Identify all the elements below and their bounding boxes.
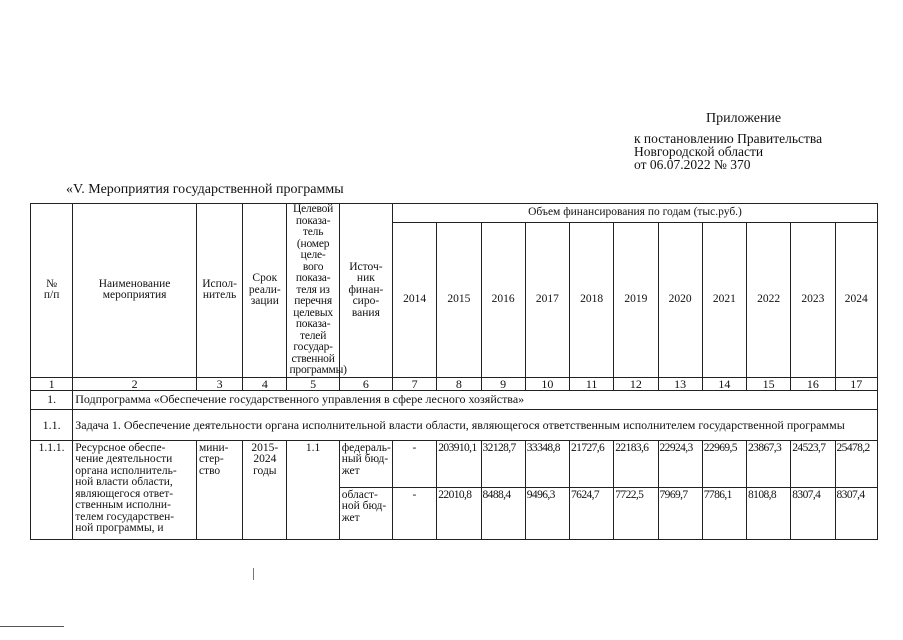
header-line-3: от 06.07.2022 № 370 xyxy=(634,157,751,172)
activity-name: Ресурсное обеспе- чение деятельности органа исполнитель- ной власти области, являющегося ответ- ственным исполни- телем государствен- ной программы, и xyxy=(73,440,197,539)
amount-cell: 8108,8 xyxy=(747,487,791,539)
amount-cell: - xyxy=(393,487,437,539)
amount-cell: 22183,6 xyxy=(614,440,658,487)
column-number: 15 xyxy=(747,377,791,390)
year-header: 2024 xyxy=(835,223,877,378)
year-header: 2018 xyxy=(570,223,614,378)
header-row-1 xyxy=(31,204,878,223)
task-row xyxy=(31,409,878,440)
activity-executor: мини- стер- ство xyxy=(196,440,242,539)
activity-term: 2015- 2024 годы xyxy=(243,440,287,539)
col-header-name: Наименование мероприятия xyxy=(73,204,197,378)
amount-cell: 8488,4 xyxy=(481,487,525,539)
funding-source-federal: федераль- ный бюд- жет xyxy=(339,440,392,487)
amount-cell: 9496,3 xyxy=(525,487,569,539)
year-header: 2014 xyxy=(393,223,437,378)
column-number: 10 xyxy=(525,377,569,390)
amount-cell: 8307,4 xyxy=(791,487,835,539)
column-number: 1 xyxy=(31,377,73,390)
year-header: 2022 xyxy=(747,223,791,378)
amount-cell: 25478,2 xyxy=(835,440,877,487)
resolution-header xyxy=(634,112,822,171)
column-number: 8 xyxy=(437,377,481,390)
year-header: 2020 xyxy=(658,223,702,378)
amount-cell: 7969,7 xyxy=(658,487,702,539)
column-number: 11 xyxy=(570,377,614,390)
task-number: 1.1. xyxy=(31,409,73,440)
amount-cell: 22969,5 xyxy=(702,440,746,487)
column-number: 16 xyxy=(791,377,835,390)
year-header: 2019 xyxy=(614,223,658,378)
col-header-target-indicator: Целевой показа- тель (номер целе- вого показа- теля из перечня целевых показа- телей государ- ственной программы) xyxy=(287,204,339,378)
header-line-1: к постановлению Правительства xyxy=(634,131,823,146)
column-number: 14 xyxy=(702,377,746,390)
subprogram-row xyxy=(31,390,878,409)
section-title: «V. Мероприятия государственной программы xyxy=(66,182,344,197)
column-number: 3 xyxy=(196,377,242,390)
column-number: 9 xyxy=(481,377,525,390)
amount-cell: 203910,1 xyxy=(437,440,481,487)
amount-cell: 24523,7 xyxy=(791,440,835,487)
amount-cell: 21727,6 xyxy=(570,440,614,487)
amount-cell: 22010,8 xyxy=(437,487,481,539)
year-header: 2017 xyxy=(525,223,569,378)
amount-cell: 7722,5 xyxy=(614,487,658,539)
col-header-executor: Испол- нитель xyxy=(196,204,242,378)
column-number: 2 xyxy=(73,377,197,390)
amount-cell: 7786,1 xyxy=(702,487,746,539)
col-header-funding-source: Источ- ник финан- сиро- вания xyxy=(339,204,392,378)
column-number: 7 xyxy=(393,377,437,390)
header-line-2: Новгородской области xyxy=(634,144,764,159)
column-number: 5 xyxy=(287,377,339,390)
year-header: 2023 xyxy=(791,223,835,378)
amount-cell: 23867,3 xyxy=(747,440,791,487)
amount-cell: 22924,3 xyxy=(658,440,702,487)
activity-number: 1.1.1. xyxy=(31,440,73,539)
column-number: 17 xyxy=(835,377,877,390)
amount-cell: 33348,8 xyxy=(525,440,569,487)
column-number: 6 xyxy=(339,377,392,390)
annex-label: Приложение xyxy=(706,111,782,126)
program-activities-table xyxy=(30,203,878,540)
column-number: 4 xyxy=(243,377,287,390)
amount-cell: - xyxy=(393,440,437,487)
col-header-funding-by-year: Объем финансирования по годам (тыс.руб.) xyxy=(393,204,878,223)
column-number: 13 xyxy=(658,377,702,390)
subprogram-number: 1. xyxy=(31,390,73,409)
col-header-number: № п/п xyxy=(31,204,73,378)
column-numbers-row xyxy=(31,377,878,390)
column-number: 12 xyxy=(614,377,658,390)
activity-row-federal xyxy=(31,440,878,487)
activity-target: 1.1 xyxy=(287,440,339,539)
amount-cell: 8307,4 xyxy=(835,487,877,539)
scan-mark xyxy=(253,568,254,580)
task-title: Задача 1. Обеспечение деятельности органа исполнительной власти области, являющегося ответственным исполнителем государственной программы xyxy=(73,409,878,440)
year-header: 2021 xyxy=(702,223,746,378)
col-header-term: Срок реали- зации xyxy=(243,204,287,378)
amount-cell: 32128,7 xyxy=(481,440,525,487)
subprogram-title: Подпрограмма «Обеспечение государственного управления в сфере лесного хозяйства» xyxy=(73,390,878,409)
year-header: 2016 xyxy=(481,223,525,378)
scan-edge-line xyxy=(0,626,64,627)
amount-cell: 7624,7 xyxy=(570,487,614,539)
funding-source-regional: област- ной бюд- жет xyxy=(339,487,392,539)
year-header: 2015 xyxy=(437,223,481,378)
